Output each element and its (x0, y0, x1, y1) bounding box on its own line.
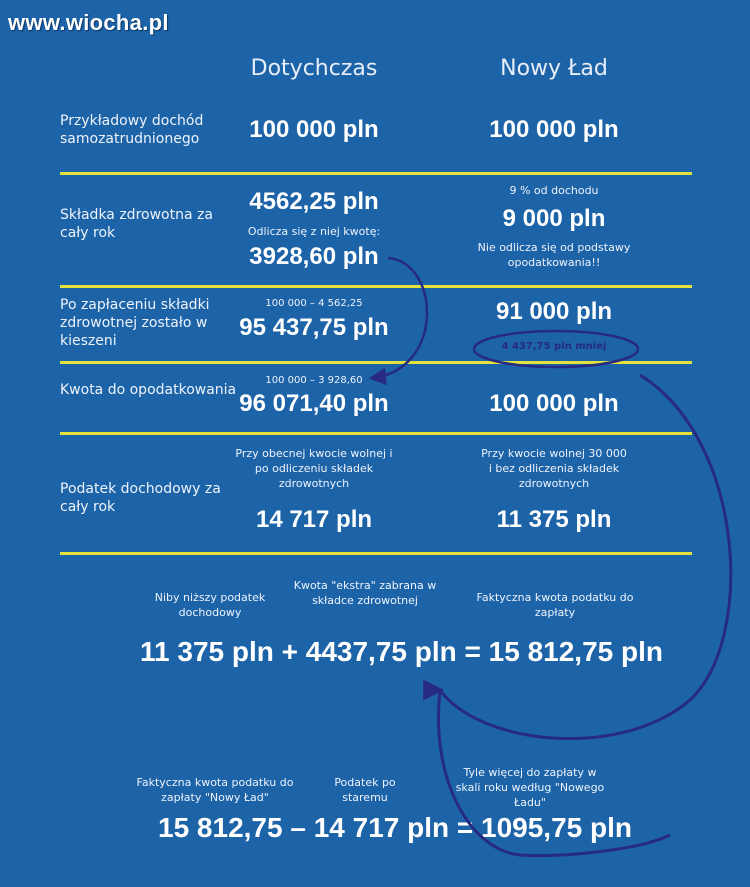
equation1-note-1: Niby niższy podatek dochodowy (154, 591, 266, 619)
equation1: 11 375 pln + 4437,75 pln = 15 812,75 pln (140, 636, 663, 667)
equation2-note-3: Tyle więcej do zapłaty w skali roku według "Nowego Ładu" (455, 766, 605, 809)
row-health-new-note-bottom: Nie odlicza się od podstawy opodatkowania!! (477, 241, 631, 269)
equation1-note-2: Kwota "ekstra" zabrana w składce zdrowotnej (293, 579, 437, 607)
divider (60, 361, 692, 364)
row-income-new: 100 000 pln (489, 116, 619, 143)
row-income-label: Przykładowy dochód samozatrudnionego (60, 113, 204, 147)
row-taxbase-label: Kwota do opodatkowania (60, 382, 237, 398)
row-tax-new-value: 11 375 pln (496, 506, 612, 533)
row-remaining-label: Po zapłaceniu składki zdrowotnej zostało w kieszeni (60, 297, 210, 349)
header-new: Nowy Ład (500, 56, 608, 81)
row-income-old: 100 000 pln (249, 116, 379, 143)
row-remaining-new-less: 4 437,75 pln mniej (501, 341, 607, 352)
divider (60, 172, 692, 175)
row-health-old-deducted: 3928,60 pln (249, 243, 379, 270)
row-remaining-new-value: 91 000 pln (495, 298, 613, 325)
row-remaining-old-calc: 100 000 – 4 562,25 (265, 298, 363, 309)
arrow-extra (440, 375, 731, 739)
row-health-new-note-top: 9 % od dochodu (509, 184, 599, 197)
row-tax-old-value: 14 717 pln (255, 506, 373, 533)
equation1-note-3: Faktyczna kwota podatku do zapłaty (476, 591, 634, 619)
row-taxbase-old-value: 96 071,40 pln (239, 390, 389, 417)
watermark: www.wiocha.pl (8, 10, 169, 35)
divider (60, 285, 692, 288)
row-health-old-value: 4562,25 pln (249, 188, 379, 215)
divider (60, 552, 692, 555)
row-taxbase-old-calc: 100 000 – 3 928,60 (265, 375, 363, 386)
row-tax-label: Podatek dochodowy za cały rok (60, 481, 221, 515)
row-health-old-note: Odlicza się z niej kwotę: (247, 225, 381, 238)
header-old: Dotychczas (250, 56, 378, 81)
row-health-label: Składka zdrowotna za cały rok (60, 207, 213, 241)
divider (60, 432, 692, 435)
row-tax-new-note: Przy kwocie wolnej 30 000 i bez odliczenia składek zdrowotnych (481, 447, 627, 490)
row-tax-old-note: Przy obecnej kwocie wolnej i po odliczeniu składek zdrowotnych (235, 447, 393, 490)
equation2-note-2: Podatek po staremu (334, 776, 396, 804)
row-taxbase-new-value: 100 000 pln (489, 390, 619, 417)
equation2-note-1: Faktyczna kwota podatku do zapłaty "Nowy Ład" (136, 776, 294, 804)
row-health-new-value: 9 000 pln (502, 205, 606, 232)
equation2: 15 812,75 – 14 717 pln = 1095,75 pln (158, 812, 632, 843)
row-remaining-old-value: 95 437,75 pln (239, 314, 389, 341)
